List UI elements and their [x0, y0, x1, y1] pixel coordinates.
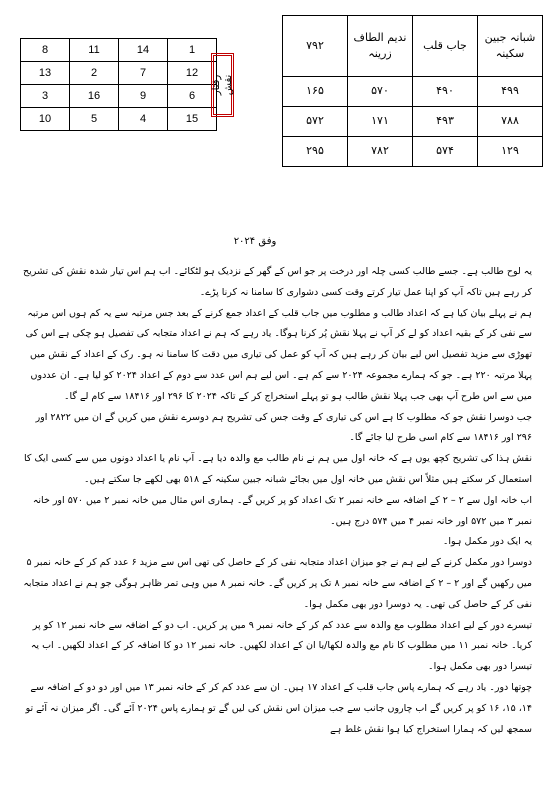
body-paragraph: دوسرا دور مکمل کرنے کے لیے ہم نے جو میزان اعداد متجابہ نفی کر کے حاصل کی تھی اس سے مزید ۶ عدد کم کر کے خانہ نمبر ۵ میں رکھیں گے اور ۲ – ۲ کے اضافہ سے خانہ نمبر ۸ تک پر کریں گے۔ خانہ نمبر ۸ میں وہی تمر ظاہر ہوگی جو ہم نے اعداد متجابہ نفی کر کے حاصل کی تھی۔ یہ دوسرا دور بھی مکمل ہوا۔ [23, 557, 532, 610]
body-paragraph: جب دوسرا نقش جو کہ مطلوب کا ہے اس کی تیاری کے وقت جس کی تشریح ہم دوسرے نقش میں کریں گے ان میں ۲۸۲۲ اور ۲۹۶ اور ۱۸۴۱۶ سے کام اسی طرح لیا جائے گا۔ [35, 411, 532, 444]
grid-cell: 8 [21, 39, 70, 62]
value-cell: ۴۹۳ [413, 107, 478, 137]
name-line: شبانہ جبین [484, 30, 536, 44]
grid-cell: 7 [119, 62, 168, 85]
grid-row [21, 85, 217, 108]
grid-cell: 5 [70, 108, 119, 131]
grid-row [21, 39, 217, 62]
grid-cell: 1 [168, 39, 217, 62]
document-body [18, 262, 532, 740]
magic-square-grid [20, 38, 217, 131]
name-line: جاب قلب [423, 38, 467, 52]
value-cell: ۱۶۵ [283, 77, 348, 107]
grid-row [21, 108, 217, 131]
names-header-cell [283, 16, 348, 77]
value-cell: ۵۷۴ [413, 137, 478, 167]
raftar-label-line: رفتار [210, 74, 222, 96]
body-paragraph: نقش ہذا کی تشریح کچھ یوں ہے کہ خانہ اول میں ہم نے نام طالب مع والدہ دیا ہے۔ آپ نام یا اعداد دونوں میں سے کسی ایک کا استعمال کر سکتے ہیں مثلاً اس نقش میں خانہ اول میں بجائے شبانہ جبین سکینہ کے ۵۱۸ بھی لکھے جا سکتے ہیں۔ [24, 453, 532, 485]
body-paragraph: ہم نے پہلے بیان کیا ہے کہ اعداد طالب و مطلوب میں جاب قلب کے اعداد جمع کرنے کے بعد جس مرتبہ سے یہ کم ہوں اس مرتبہ سے نفی کر کے بقیہ اعداد کو لے کر آپ نے پہلا نقش پُر کرنا ہوگا۔ یاد رہے کہ ہم نے اعداد متجابہ کی تفصیل ہو چکی ہے اس کی تھوڑی سے مزید تفصیل اس لیے بیان کر رہے ہیں کہ آپ کو عمل کی تیاری میں دقت کا سامنا نہ ہو۔ رک کے اعداد کے نقش میں پہلا مرتبہ ۲۲۰ ہے۔ جو کہ ہمارے مجموعہ ۲۰۲۴ سے کم ہے۔ اس لیے ہم اس عدد سے دوم کے اعداد ۲۰۲۴ کو لیا ہے۔ ان عددوں میں سے اس طرح آپ بھی جب پہلا نقش طالب ہو تو پہلے استخراج کر کے تاکہ ۲۰۲۴ کا ۲۹۶ اور ۱۸۴۱۶ سے کام لے گا۔ [25, 307, 532, 402]
name-line: ندیم الطاف [353, 30, 407, 44]
body-paragraph: یہ لوح طالب ہے۔ جسے طالب کسی چلہ اور درخت پر جو اس کے گھر کے نزدیک ہو لٹکائے۔ اب ہم اس تیار شدہ نقش کی تشریح کر رہے ہیں تاکہ آپ کو اپنا عمل تیار کرتے وقت کسی دشواری کا سامنا نہ کرنا پڑے۔ [23, 266, 532, 298]
value-cell: ۴۹۹ [478, 77, 543, 107]
value-cell: ۷۸۲ [348, 137, 413, 167]
grid-cell: 12 [168, 62, 217, 85]
raftar-naqsh-label [211, 75, 235, 96]
grid-cell: 10 [21, 108, 70, 131]
names-value-row [283, 107, 543, 137]
grid-cell: 14 [119, 39, 168, 62]
names-value-row [283, 77, 543, 107]
grid-cell: 13 [21, 62, 70, 85]
names-header-cell [413, 16, 478, 77]
grid-cell: 9 [119, 85, 168, 108]
grid-cell: 4 [119, 108, 168, 131]
grid-row [21, 62, 217, 85]
body-paragraph: چوتھا دور۔ یاد رہے کہ ہمارے پاس جاب قلب کے اعداد ۱۷ ہیں۔ ان سے عدد کم کر کے خانہ نمبر ۱۳ میں اور دو دو کے اضافہ سے ۱۴، ۱۵، ۱۶ کو پر کریں گے اب چاروں جانب سے جب میزان اس نقش کی لیں گے تو ہمارے پاس ۲۰۲۴ آئے گی۔ اگر میزان نہ آئے تو سمجھ لیں کہ ہمارا استخراج کیا ہوا نقش غلط ہے [25, 681, 532, 735]
grid-cell: 16 [70, 85, 119, 108]
raftar-label-line: نقش [222, 74, 234, 96]
names-header-cell [348, 16, 413, 77]
names-numbers-table [282, 15, 543, 167]
grid-cell: 15 [168, 108, 217, 131]
name-line: ۷۹۲ [306, 38, 324, 52]
names-header-cell [478, 16, 543, 77]
value-cell: ۴۹۰ [413, 77, 478, 107]
names-value-row [283, 137, 543, 167]
value-cell: ۱۲۹ [478, 137, 543, 167]
name-line: سکینہ [495, 47, 525, 60]
grid-cell: 2 [70, 62, 119, 85]
body-paragraph: اب خانہ اول سے ۲ – ۲ کے اضافہ سے خانہ نمبر ۲ تک اعداد کو پر کریں گے۔ ہماری اس مثال میں خانہ نمبر ۲ میں ۵۷۰ اور خانہ نمبر ۳ میں ۵۷۲ اور خانہ نمبر ۴ میں ۵۷۴ درج ہیں۔ [32, 494, 532, 527]
raftar-naqsh-label-box [211, 53, 234, 117]
name-line: زرینہ [368, 47, 392, 60]
grid-cell: 3 [21, 85, 70, 108]
value-cell: ۱۷۱ [348, 107, 413, 137]
body-paragraph: تیسرے دور کے لیے اعداد مطلوب مع والدہ سے عدد کم کر کے خانہ نمبر ۹ میں پر کریں۔ اب دو کے اضافہ سے خانہ نمبر ۱۲ کو پر کریا۔ خانہ نمبر ۱۱ میں مطلوب کا نام مع والدہ لکھا/یا ان کے اعداد لکھیں۔ خانہ نمبر ۱۲ دو کا اضافہ کر کے اعداد لکھیں۔ اب یہ تیسرا دور بھی مکمل ہوا۔ [30, 619, 532, 673]
value-cell: ۵۷۲ [283, 107, 348, 137]
names-header-row [283, 16, 543, 77]
grid-cell: 6 [168, 85, 217, 108]
value-cell: ۵۷۰ [348, 77, 413, 107]
value-cell: ۷۸۸ [478, 107, 543, 137]
document-title: وفق ۲۰۲۴ [233, 236, 277, 247]
value-cell: ۲۹۵ [283, 137, 348, 167]
body-paragraph: یہ ایک دور مکمل ہوا۔ [442, 536, 532, 548]
grid-cell: 11 [70, 39, 119, 62]
